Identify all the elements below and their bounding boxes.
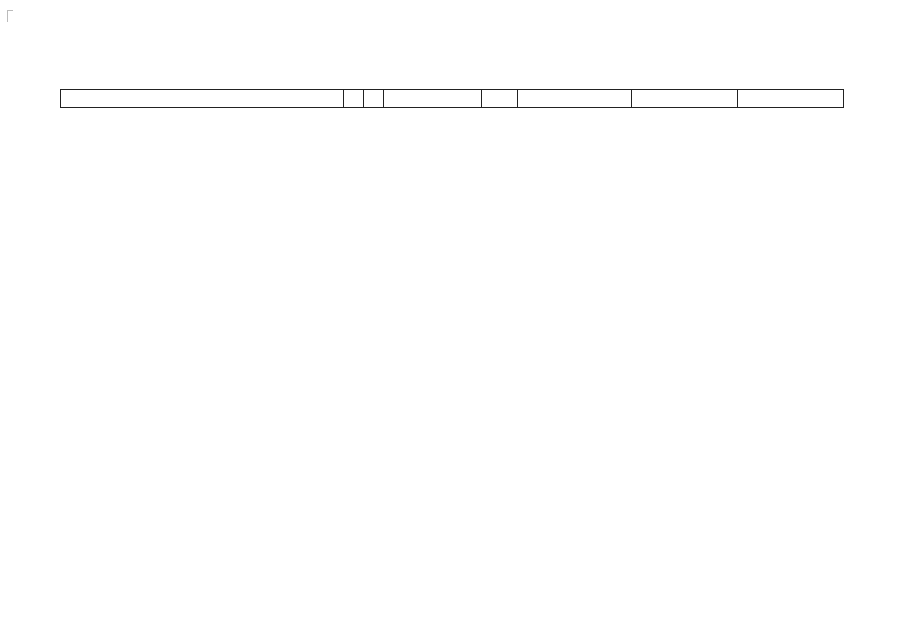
header-col-7 — [631, 90, 738, 107]
header-col-6 — [517, 90, 632, 107]
scan-artifact — [7, 10, 13, 11]
header-col-1 — [61, 90, 344, 107]
scan-artifact — [7, 10, 8, 22]
header-col-3 — [363, 90, 384, 107]
header-col-8 — [737, 90, 843, 107]
header-col-5 — [481, 90, 518, 107]
header-col-4 — [383, 90, 482, 107]
table-header — [60, 89, 844, 108]
header-col-2 — [343, 90, 364, 107]
